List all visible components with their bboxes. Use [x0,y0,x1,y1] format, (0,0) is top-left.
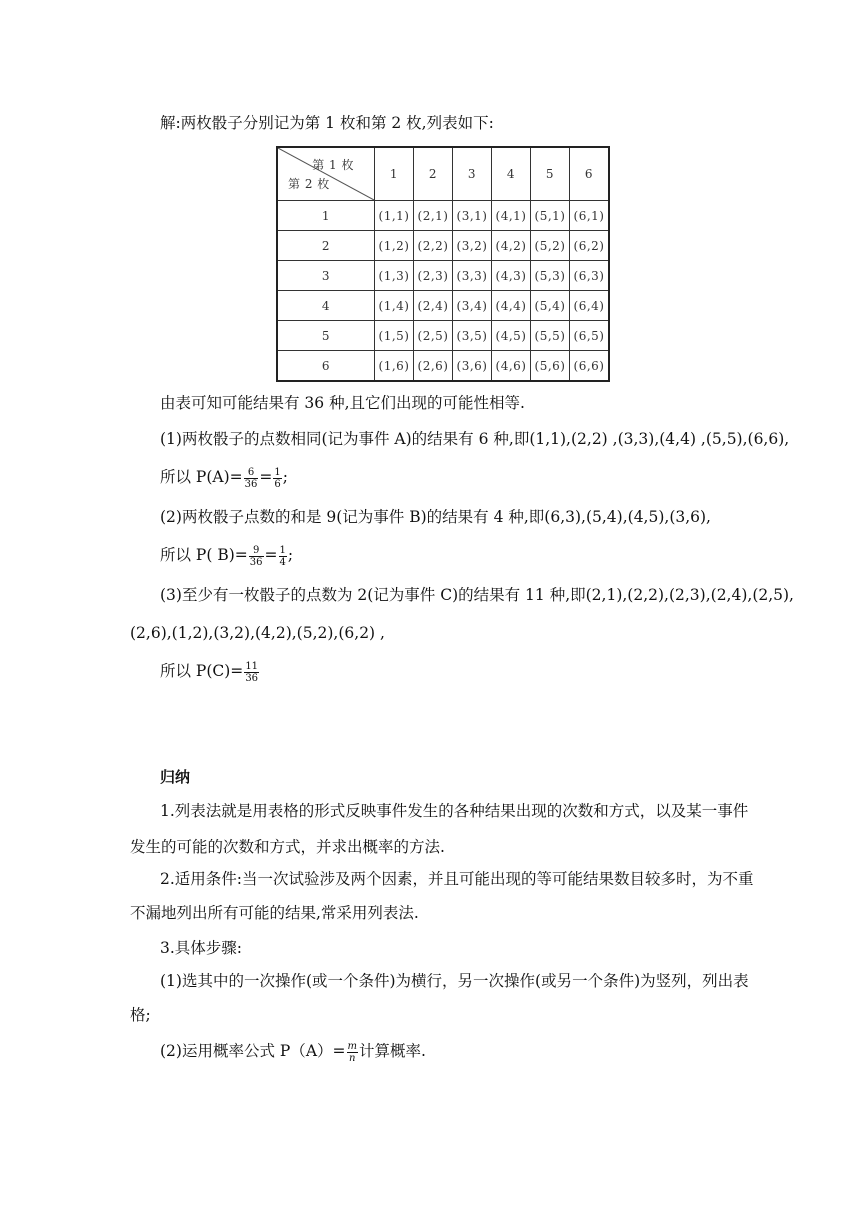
fraction [244,661,259,684]
fraction-numerator: m [347,1040,357,1052]
fraction-numerator: 6 [244,467,259,479]
row-header: 5 [277,321,375,351]
part2-answer-prefix: 所以 P( B)= [160,546,248,564]
table-cell: (4,2) [492,231,531,261]
column-header: 3 [453,147,492,201]
table-cell: (5,5) [531,321,570,351]
row-header: 2 [277,231,375,261]
table-header-row [277,147,609,201]
table-cell: (1,3) [375,261,414,291]
table-cell: (6,3) [570,261,610,291]
summary-p3: 3.具体步骤: [160,939,243,957]
table-row [277,291,609,321]
table-cell: (6,5) [570,321,610,351]
table-cell: (2,5) [414,321,453,351]
table-cell: (3,5) [453,321,492,351]
fraction-numerator: 11 [245,660,259,672]
formula-prefix: (2)运用概率公式 P（A）= [160,1042,346,1060]
fraction-denominator: n [349,1052,356,1064]
column-header: 6 [570,147,610,201]
table-cell: (2,6) [414,351,453,382]
fraction-numerator: 9 [249,545,264,557]
fraction [249,545,264,568]
semicolon: ; [282,468,288,486]
fraction [244,467,259,490]
table-cell: (6,1) [570,201,610,231]
row-header: 6 [277,351,375,382]
table-cell: (3,3) [453,261,492,291]
fraction-numerator: 1 [274,466,281,478]
table-cell: (3,6) [453,351,492,382]
fraction-denominator: 36 [244,478,258,490]
table-row [277,261,609,291]
summary-p3a-line2: 格; [130,1006,151,1024]
part1-answer-prefix: 所以 P(A)= [160,468,243,486]
table-cell: (4,5) [492,321,531,351]
table-cell: (4,4) [492,291,531,321]
table-cell: (5,2) [531,231,570,261]
solution-intro: 解:两枚骰子分别记为第 1 枚和第 2 枚,列表如下: [160,114,494,132]
formula-suffix: 计算概率. [358,1042,426,1060]
table-row [277,231,609,261]
table-cell: (2,4) [414,291,453,321]
corner-label-second-die: 第 2 枚 [288,177,330,191]
fraction [279,545,287,568]
table-row [277,351,609,382]
table-cell: (1,1) [375,201,414,231]
table-cell: (5,1) [531,201,570,231]
fraction-denominator: 4 [279,556,286,568]
corner-label-first-die: 第 1 枚 [312,158,354,172]
fraction-denominator: 36 [245,672,259,684]
part3-text-line1: (3)至少有一枚骰子的点数为 2(记为事件 C)的结果有 11 种,即(2,1),(2,2),(2,3),(2,4),(2,5), [160,586,794,604]
equals-sign: = [264,546,278,564]
table-row [277,321,609,351]
table-cell: (4,3) [492,261,531,291]
table-row [277,201,609,231]
table-cell: (3,1) [453,201,492,231]
summary-heading: 归纳 [160,768,191,786]
table-cell: (6,4) [570,291,610,321]
column-header: 5 [531,147,570,201]
row-header: 3 [277,261,375,291]
part3-text-line2: (2,6),(1,2),(3,2),(4,2),(5,2),(6,2) , [130,624,385,642]
fraction-numerator: 1 [279,544,286,556]
summary-p1-line1: 1.列表法就是用表格的形式反映事件发生的各种结果出现的次数和方式，以及某一事件 [160,802,749,820]
summary-p2-line1: 2.适用条件:当一次试验涉及两个因素，并且可能出现的等可能结果数目较多时，为不重 [160,870,754,888]
summary-p2-line2: 不漏地列出所有可能的结果,常采用列表法. [130,904,419,922]
part2-answer [160,544,770,568]
table-cell: (2,2) [414,231,453,261]
table-cell: (1,4) [375,291,414,321]
table-cell: (1,5) [375,321,414,351]
summary-p1-line2: 发生的可能的次数和方式，并求出概率的方法. [130,838,445,856]
table-cell: (2,3) [414,261,453,291]
fraction-denominator: 6 [274,478,281,490]
probability-formula-fraction [347,1041,358,1064]
table-cell: (5,6) [531,351,570,382]
table-cell: (2,1) [414,201,453,231]
column-header: 4 [492,147,531,201]
part3-answer-prefix: 所以 P(C)= [160,662,244,680]
part1-text: (1)两枚骰子的点数相同(记为事件 A)的结果有 6 种,即(1,1),(2,2) ,(3,3),(4,4) ,(5,5),(6,6), [160,430,790,448]
conclusion-text: 由表可知可能结果有 36 种,且它们出现的可能性相等. [160,394,525,412]
row-header: 4 [277,291,375,321]
table-cell: (4,6) [492,351,531,382]
summary-p3b [160,1040,770,1064]
row-header: 1 [277,201,375,231]
summary-p3a-line1: (1)选其中的一次操作(或一个条件)为横行，另一次操作(或另一个条件)为竖列，列出表 [160,972,749,990]
table-cell: (4,1) [492,201,531,231]
table-cell: (3,2) [453,231,492,261]
table-cell: (6,2) [570,231,610,261]
column-header: 1 [375,147,414,201]
table-cell: (5,4) [531,291,570,321]
part1-answer [160,466,770,490]
dice-outcome-table [276,146,610,382]
part2-text: (2)两枚骰子点数的和是 9(记为事件 B)的结果有 4 种,即(6,3),(5,4),(4,5),(3,6), [160,508,711,526]
table-cell: (1,2) [375,231,414,261]
fraction-denominator: 36 [249,556,263,568]
table-cell: (3,4) [453,291,492,321]
table-cell: (5,3) [531,261,570,291]
column-header: 2 [414,147,453,201]
table-cell: (6,6) [570,351,610,382]
fraction [273,467,281,490]
equals-sign: = [259,468,273,486]
table-corner-cell [277,147,375,201]
table-cell: (1,6) [375,351,414,382]
semicolon: ; [287,546,294,564]
part3-answer [160,660,770,684]
